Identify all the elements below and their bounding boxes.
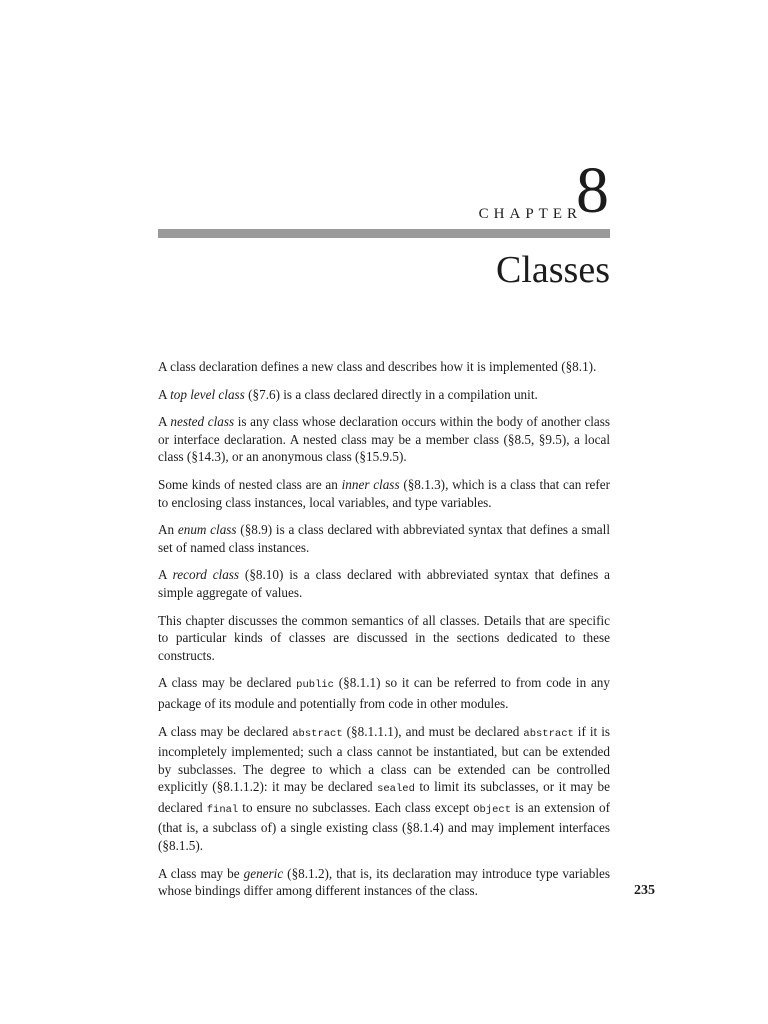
paragraph-record-class: A record class (§8.10) is a class declared with abbreviated syntax that defines a simple aggregate of values. <box>158 567 610 600</box>
chapter-label: CHAPTER <box>478 206 582 222</box>
term-top-level-class: top level class <box>170 386 245 402</box>
paragraph-top-level-class: A top level class (§7.6) is a class declared directly in a compilation unit. <box>158 386 538 402</box>
paragraph-generic-class: A class may be generic (§8.1.2), that is, its declaration may introduce type variables whose bindings differ among different instances of the class. <box>158 865 610 899</box>
paragraph-inner-class: Some kinds of nested class are an inner class (§8.1.3), which is a class that can refer to enclosing class instances, local variables, and type variables. <box>158 476 610 510</box>
term-generic: generic <box>243 865 284 881</box>
chapter-number: 8 <box>576 154 609 227</box>
term-record-class: record class <box>172 567 240 583</box>
paragraph-public-class: A class may be declared public (§8.1.1) so it can be referred to from code in any package of its module and potentially from code in other modules. <box>158 675 610 711</box>
code-abstract: abstract <box>292 727 343 740</box>
code-public: public <box>296 679 334 692</box>
page-number: 235 <box>634 883 655 898</box>
code-sealed: sealed <box>377 783 415 796</box>
code-final: final <box>206 803 239 816</box>
code-abstract: abstract <box>523 727 574 740</box>
paragraph-abstract-class: A class may be declared abstract (§8.1.1.1), and must be declared abstract if it is incompletely implemented; such a class cannot be instantiated, but can be extended by subclasses. The degree to which a class can be extended can be controlled explicitly (§8.1.1.2): it may be declared sealed to limit its subclasses, or it may be declared final to ensure no subclasses. Each class except Object is an extension of (that is, a subclass of) a single existing class (§8.1.4) and may implement interfaces (§8.1.5). <box>158 723 610 854</box>
chapter-rule <box>158 229 610 238</box>
chapter-title: Classes <box>496 249 610 291</box>
paragraph-chapter-scope: This chapter discusses the common semantics of all classes. Details that are specific to particular kinds of classes are discussed in the sections dedicated to these constructs. <box>158 612 610 663</box>
code-object: Object <box>473 803 511 816</box>
paragraph-class-declaration: A class declaration defines a new class and describes how it is implemented (§8.1). <box>158 359 597 374</box>
term-enum-class: enum class <box>177 522 237 538</box>
chapter-body <box>158 358 610 910</box>
paragraph-enum-class: An enum class (§8.9) is a class declared with abbreviated syntax that defines a small set of named class instances. <box>158 522 610 555</box>
paragraph-nested-class: A nested class is any class whose declaration occurs within the body of another class or interface declaration. A nested class may be a member class (§8.5, §9.5), a local class (§14.3), or an anonymous class (§15.9.5). <box>158 414 611 465</box>
term-inner-class: inner class <box>341 476 400 492</box>
term-nested-class: nested class <box>170 414 235 430</box>
